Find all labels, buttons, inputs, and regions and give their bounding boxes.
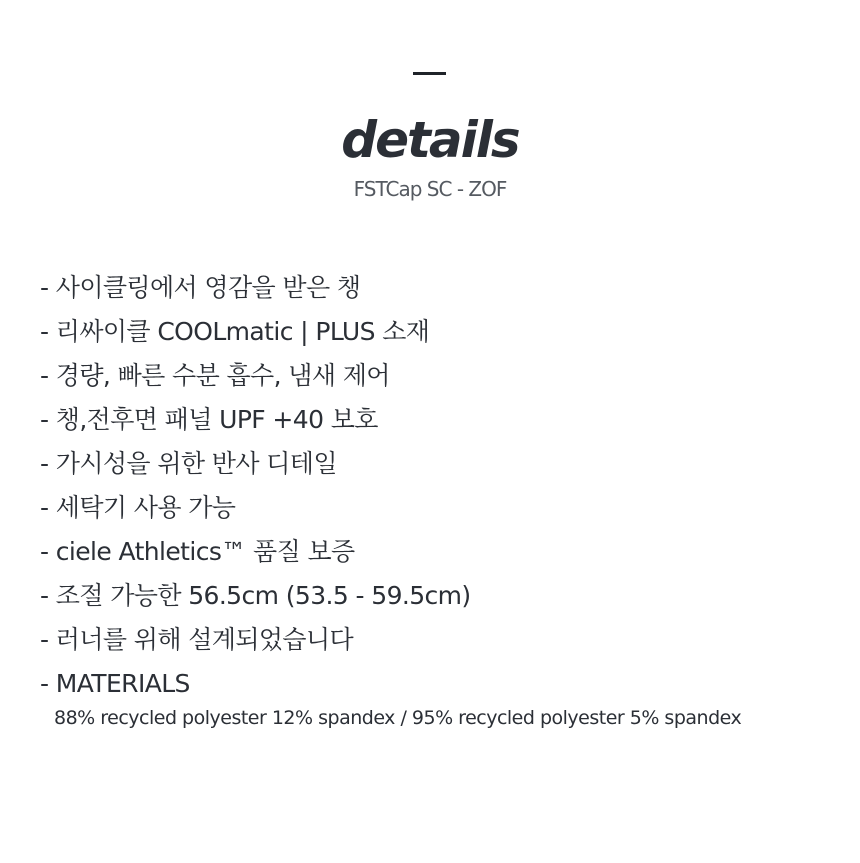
feature-item-quality: - ciele Athletics™ 품질 보증 <box>40 530 840 574</box>
feature-item-upf: - 챙,전후면 패널 UPF +40 보호 <box>40 398 840 442</box>
feature-item-material: - 리싸이클 COOLmatic | PLUS 소재 <box>40 310 840 354</box>
feature-item-runners: - 러너를 위해 설계되었습니다 <box>40 618 840 662</box>
feature-item-machine-wash: - 세탁기 사용 가능 <box>40 486 840 530</box>
feature-item-cycling-visor: - 사이클링에서 영감을 받은 챙 <box>40 266 840 310</box>
product-code: FSTCap SC - ZOF <box>353 177 507 201</box>
feature-item-materials-heading: - MATERIALS <box>40 662 840 706</box>
feature-item-adjustable: - 조절 가능한 56.5cm (53.5 - 59.5cm) <box>40 574 840 618</box>
feature-list <box>40 266 840 706</box>
section-title: details <box>341 111 519 169</box>
feature-item-reflective: - 가시성을 위한 반사 디테일 <box>40 442 840 486</box>
title-dash-divider <box>413 72 446 75</box>
feature-item-lightweight: - 경량, 빠른 수분 흡수, 냄새 제어 <box>40 354 840 398</box>
materials-composition: 88% recycled polyester 12% spandex / 95% recycled polyester 5% spandex <box>54 707 742 729</box>
details-header <box>0 0 860 210</box>
